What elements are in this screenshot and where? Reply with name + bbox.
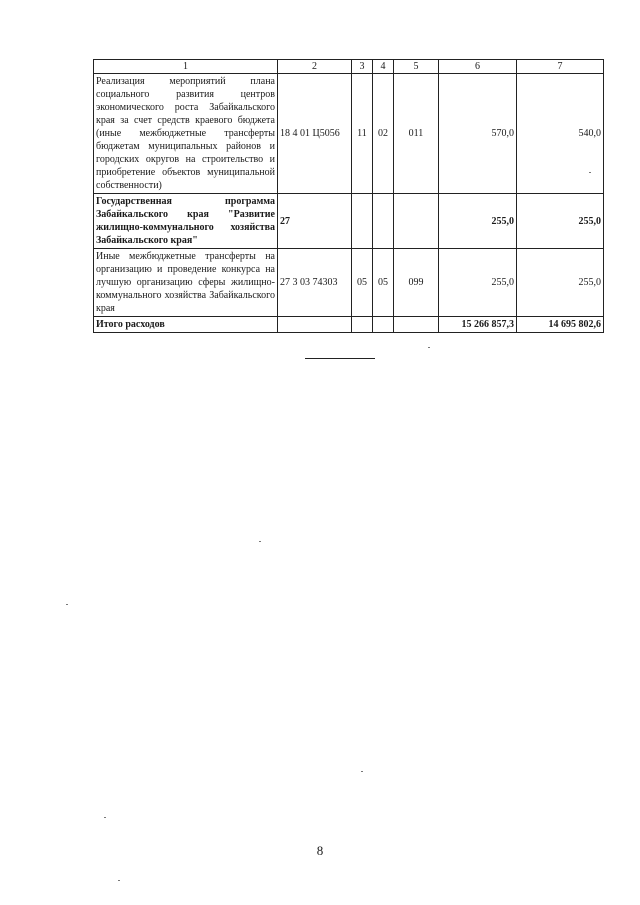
row-code: 27 <box>278 194 352 249</box>
scan-speck <box>428 347 430 348</box>
row-col4: 02 <box>373 74 394 194</box>
row-col6: 255,0 <box>439 249 517 317</box>
row-name: Иные межбюджетные трансферты на организацию и проведение конкурса на лучшую организацию сферы жилищно-коммунального хозяйства Забайкальского края <box>94 249 278 317</box>
row-col3 <box>352 194 373 249</box>
row-code: 27 3 03 74303 <box>278 249 352 317</box>
table-row <box>94 194 604 249</box>
scan-speck <box>361 771 363 772</box>
page-number: 8 <box>316 843 324 858</box>
row-col5: 099 <box>394 249 439 317</box>
column-header-3: 3 <box>352 60 373 74</box>
column-header-6: 6 <box>439 60 517 74</box>
scan-speck <box>66 604 68 605</box>
row-col3: 11 <box>352 74 373 194</box>
total-col7: 14 695 802,6 <box>517 317 604 333</box>
total-empty-cell <box>373 317 394 333</box>
row-col5: 011 <box>394 74 439 194</box>
table-row <box>94 74 604 194</box>
row-col6: 255,0 <box>439 194 517 249</box>
row-col5 <box>394 194 439 249</box>
column-header-5: 5 <box>394 60 439 74</box>
total-empty-cell <box>278 317 352 333</box>
column-header-4: 4 <box>373 60 394 74</box>
scan-speck <box>259 541 261 542</box>
section-divider <box>305 358 375 359</box>
row-code: 18 4 01 Ц5056 <box>278 74 352 194</box>
column-header-1: 1 <box>94 60 278 74</box>
table-total-row <box>94 317 604 333</box>
row-col4: 05 <box>373 249 394 317</box>
budget-table <box>93 59 604 333</box>
row-name: Государственная программа Забайкальского края "Развитие жилищно-коммунального хозяйства Забайкальского края" <box>94 194 278 249</box>
scan-speck <box>589 172 591 173</box>
row-name: Реализация мероприятий плана социального развития центров экономического роста Забайкальского края за счет средств краевого бюджета (иные межбюджетные трансферты бюджетам муниципальных районов и городских округов на строительство и приобретение объектов муниципальной собственности) <box>94 74 278 194</box>
row-col7: 255,0 <box>517 249 604 317</box>
total-empty-cell <box>352 317 373 333</box>
column-header-7: 7 <box>517 60 604 74</box>
table-row <box>94 249 604 317</box>
total-empty-cell <box>394 317 439 333</box>
row-col7: 540,0 <box>517 74 604 194</box>
scan-speck <box>104 817 106 818</box>
total-label: Итого расходов <box>94 317 278 333</box>
row-col7: 255,0 <box>517 194 604 249</box>
table-header-row <box>94 60 604 74</box>
scan-speck <box>118 880 120 881</box>
total-col6: 15 266 857,3 <box>439 317 517 333</box>
row-col3: 05 <box>352 249 373 317</box>
row-col4 <box>373 194 394 249</box>
column-header-2: 2 <box>278 60 352 74</box>
row-col6: 570,0 <box>439 74 517 194</box>
